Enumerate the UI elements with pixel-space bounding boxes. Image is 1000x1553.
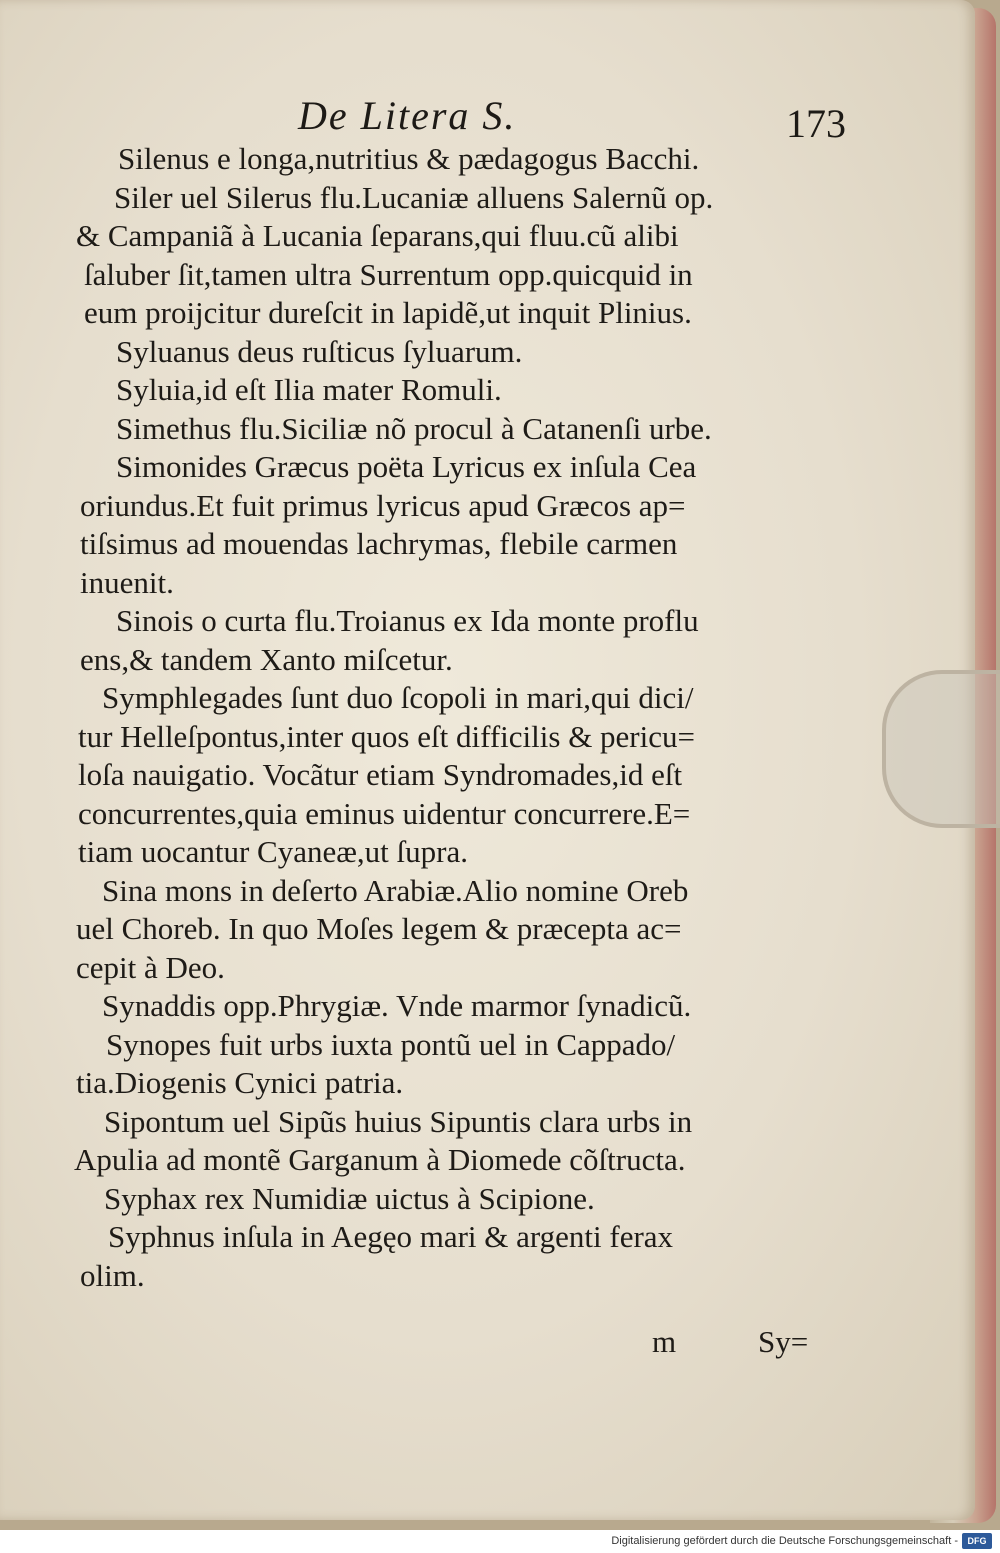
text-line: ens,& tandem Xanto miſcetur. — [80, 641, 453, 677]
text-line: tiam uocantur Cyaneæ,ut ſupra. — [78, 834, 468, 869]
page-clip — [882, 670, 1000, 828]
text-line: loſa nauigatio. Vocãtur etiam Syndromades,id eſt — [78, 757, 683, 792]
signature-mark: m — [652, 1324, 677, 1359]
text-line: Symphlegades ſunt duo ſcopoli in mari,qui dici/ — [102, 680, 694, 715]
text-line: inuenit. — [80, 564, 174, 600]
dfg-logo: DFG — [962, 1533, 992, 1549]
text-line: Siler uel Silerus flu.Lucaniæ alluens Salernũ op. — [114, 179, 714, 215]
text-line: olim. — [80, 1257, 145, 1293]
text-line: tur Helleſpontus,inter quos eſt difficilis & pericu= — [78, 718, 695, 754]
running-title: De Litera S. — [298, 93, 517, 138]
text-line: Sina mons in deſerto Arabiæ.Alio nomine Oreb — [102, 872, 689, 908]
catchword-line — [0, 1320, 975, 1370]
catchword: Sy= — [758, 1324, 809, 1359]
text-line: tiſsimus ad mouendas lachrymas, flebile carmen — [80, 526, 678, 561]
text-line: Sipontum uel Sipũs huius Sipuntis clara urbs in — [104, 1103, 693, 1139]
text-line: Sinois o curta flu.Troianus ex Ida monte proflu — [116, 603, 699, 638]
text-line: Syphax rex Numidiæ uictus à Scipione. — [104, 1180, 595, 1216]
funding-credit: Digitalisierung gefördert durch die Deutsche Forschungsgemeinschaft - — [611, 1535, 958, 1547]
text-line: Syphnus inſula in Aegęo mari & argenti ferax — [108, 1219, 674, 1254]
text-block — [74, 140, 854, 1295]
footer-bar — [0, 1530, 1000, 1553]
text-line: Syluia,id eſt Ilia mater Romuli. — [116, 372, 502, 407]
text-line: Syluanus deus ruſticus ſyluarum. — [116, 333, 523, 369]
text-line: oriundus.Et fuit primus lyricus apud Græcos ap= — [80, 487, 686, 523]
text-line: ſaluber ſit,tamen ultra Surrentum opp.quicquid in — [84, 256, 693, 292]
text-line: Simethus flu.Siciliæ nõ procul à Catanenſi urbe. — [116, 410, 712, 446]
text-line: Synaddis opp.Phrygiæ. Vnde marmor ſynadicũ. — [102, 988, 692, 1023]
text-line: Apulia ad montẽ Garganum à Diomede cõſtructa. — [74, 1142, 686, 1177]
text-line: uel Choreb. In quo Moſes legem & præcepta ac= — [76, 911, 682, 946]
text-line: cepit à Deo. — [76, 949, 225, 985]
text-line: Simonides Græcus poëta Lyricus ex inſula Cea — [116, 449, 697, 484]
text-line: eum proijcitur dureſcit in lapidẽ,ut inquit Plinius. — [84, 295, 692, 330]
text-line: Silenus e longa,nutritius & pædagogus Bacchi. — [118, 141, 700, 176]
page-number: 173 — [786, 101, 846, 146]
text-line: tia.Diogenis Cynici patria. — [76, 1065, 404, 1100]
text-line: concurrentes,quia eminus uidentur concurrere.E= — [78, 795, 691, 831]
text-line: Synopes fuit urbs iuxta pontũ uel in Cappado/ — [106, 1026, 676, 1062]
text-line: & Campaniã à Lucania ſeparans,qui fluu.cũ alibi — [76, 218, 679, 253]
